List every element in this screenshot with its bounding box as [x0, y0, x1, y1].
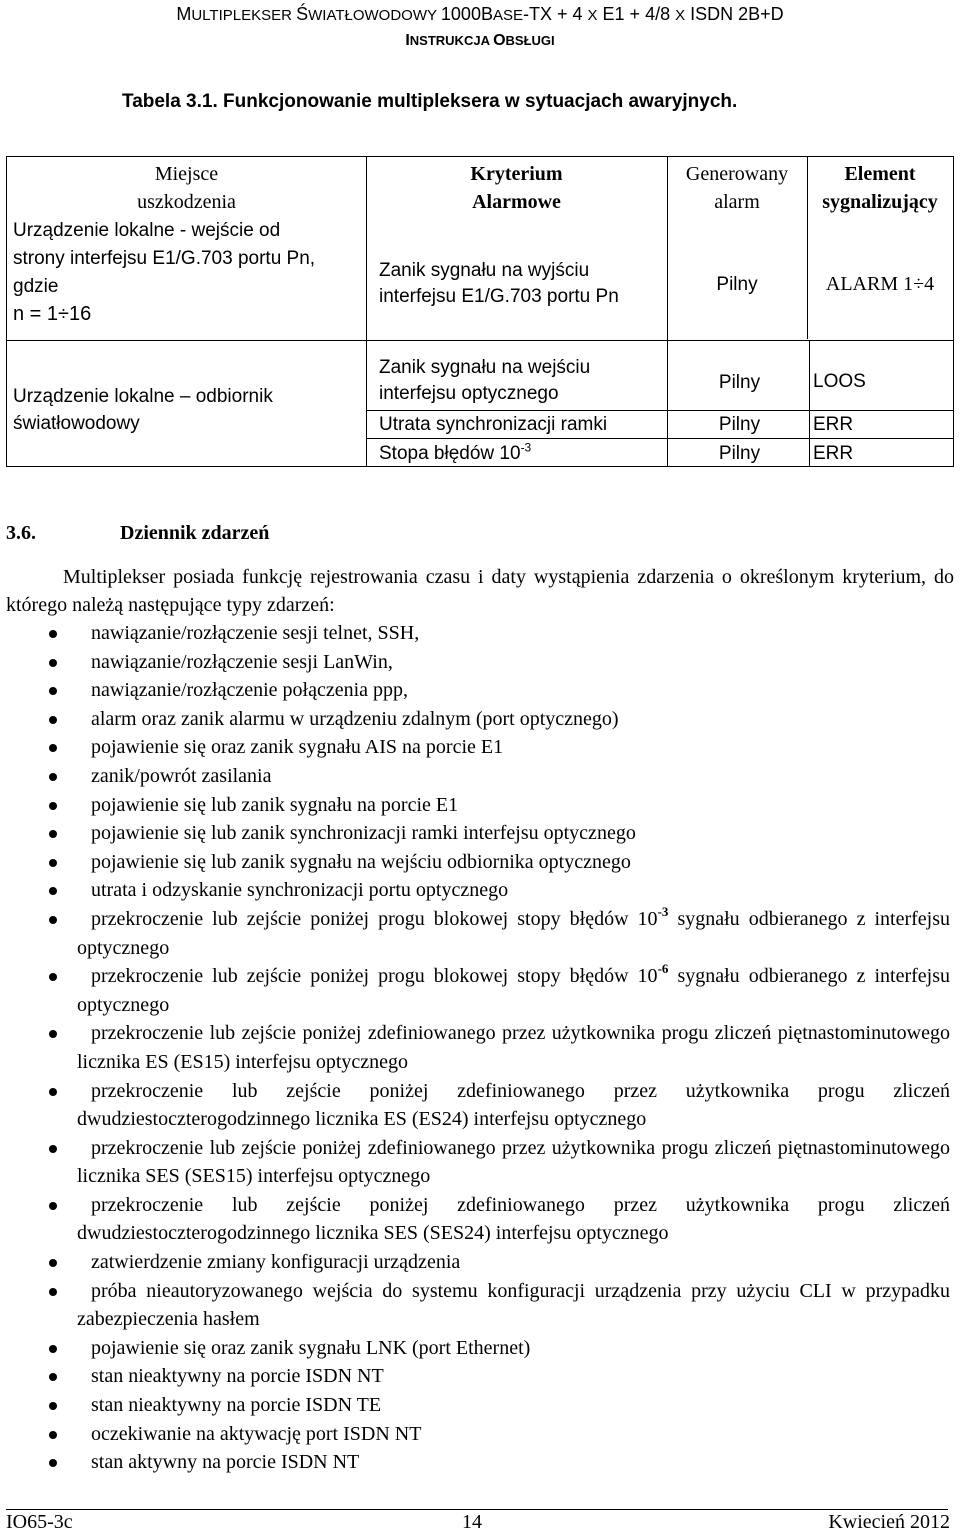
- bullet-icon: [49, 1288, 57, 1296]
- event-list-item: [0, 791, 950, 820]
- cell-line: światłowodowy: [13, 413, 140, 434]
- event-text: przekroczenie lub zejście poniżej progu blokowej stopy błędów 10: [91, 907, 658, 930]
- footer-document-code: IO65-3c: [6, 1511, 73, 1533]
- group2-row3-alarm: Pilny: [718, 443, 761, 464]
- event-list: [0, 619, 960, 1477]
- header-part: X: [587, 7, 598, 24]
- group2-row3-element: ERR: [813, 443, 854, 464]
- event-text: przekroczenie lub zejście poniżej zdefiniowanego przez użytkownika progu zliczeń piętnastominutowego licznika ES (ES15) interfejsu optycznego: [77, 1022, 950, 1073]
- event-list-item: [0, 705, 950, 734]
- event-text: oczekiwanie na aktywację port ISDN NT: [91, 1422, 422, 1445]
- header-part: ASE: [492, 7, 523, 24]
- header-part: BSŁUGI: [505, 33, 555, 48]
- event-exponent: -6: [657, 961, 669, 977]
- header-alarm: [667, 160, 807, 216]
- header-part: I: [405, 32, 410, 49]
- header-line: sygnalizujący: [822, 191, 938, 213]
- bullet-icon: [49, 1202, 57, 1210]
- event-text: nawiązanie/rozłączenie sesji LanWin,: [91, 650, 393, 673]
- event-text: stan aktywny na porcie ISDN NT: [91, 1451, 360, 1474]
- header-line: Kryterium: [470, 163, 563, 185]
- header-part: WIATŁOWODOWY: [308, 7, 441, 24]
- bullet-icon: [49, 1030, 57, 1038]
- cell-line: Zanik sygnału na wejściu: [379, 357, 591, 378]
- event-text: przekroczenie lub zejście poniżej zdefiniowanego przez użytkownika progu zliczeń dwudziestoczterogodzinnego licznika ES (ES24) interfejsu optycznego: [77, 1079, 950, 1131]
- table-hline: [366, 438, 953, 439]
- event-list-item: [0, 1019, 950, 1076]
- event-list-item: [0, 905, 950, 962]
- criterion-exponent: -3: [520, 440, 532, 455]
- header-element: [807, 160, 953, 216]
- event-list-item: [0, 733, 950, 762]
- section-intro: Multiplekser posiada funkcję rejestrowania czasu i daty wystąpienia zdarzenia o określonym kryterium, do którego należą następujące typy zdarzeń:: [6, 566, 954, 616]
- group2-row2-element: ERR: [813, 414, 854, 435]
- group1-alarm: Pilny: [716, 274, 758, 295]
- cell-line: Zanik sygnału na wyjściu: [379, 260, 590, 281]
- group2-row3-criterion: [379, 441, 531, 466]
- header-part: ULTIPLEKSER: [191, 7, 297, 24]
- bullet-icon: [49, 630, 57, 638]
- bullet-icon: [49, 802, 57, 810]
- header-location: [7, 160, 366, 216]
- alarm-table: [6, 156, 954, 467]
- event-list-item: [0, 876, 950, 905]
- bullet-icon: [49, 916, 57, 924]
- group2-row2-alarm: Pilny: [718, 414, 761, 435]
- event-list-item: [0, 1077, 950, 1134]
- event-list-item: [0, 676, 950, 705]
- event-text: pojawienie się lub zanik synchronizacji ramki interfejsu optycznego: [91, 822, 636, 845]
- document-header-subtitle: [0, 31, 960, 51]
- bullet-icon: [49, 716, 57, 724]
- event-text: pojawienie się lub zanik sygnału na wejściu odbiornika optycznego: [91, 850, 631, 873]
- bullet-icon: [49, 1088, 57, 1096]
- header-line: alarm: [714, 191, 760, 213]
- event-list-item: [0, 1362, 950, 1391]
- group1-criterion: [379, 258, 664, 310]
- cell-line: Urządzenie lokalne - wejście od: [13, 220, 281, 241]
- event-list-item: [0, 1134, 950, 1191]
- event-list-item: [0, 848, 950, 877]
- header-part: X: [675, 7, 686, 24]
- bullet-icon: [49, 1431, 57, 1439]
- event-text: przekroczenie lub zejście poniżej zdefiniowanego przez użytkownika progu zliczeń piętnastominutowego licznika SES (SES15) interfejsu optycznego: [77, 1136, 950, 1188]
- bullet-icon: [49, 744, 57, 752]
- bullet-icon: [49, 1459, 57, 1467]
- event-list-item: [0, 1191, 950, 1248]
- event-text: zatwierdzenie zmiany konfiguracji urządzenia: [91, 1251, 461, 1274]
- event-text: stan nieaktywny na porcie ISDN TE: [91, 1394, 382, 1417]
- header-line: uszkodzenia: [137, 191, 236, 213]
- event-text: zanik/powrót zasilania: [91, 764, 272, 787]
- header-part: 1000B: [440, 4, 493, 24]
- table-hline: [366, 410, 953, 411]
- header-line: Element: [844, 163, 916, 185]
- bullet-icon: [49, 830, 57, 838]
- bullet-icon: [49, 1145, 57, 1153]
- footer-date: Kwiecień 2012: [828, 1511, 950, 1533]
- bullet-icon: [49, 1345, 57, 1353]
- cell-line: Urządzenie lokalne – odbiornik: [13, 386, 273, 407]
- header-part: O: [493, 32, 506, 49]
- event-list-item: [0, 1334, 950, 1363]
- group2-location: [13, 383, 363, 437]
- footer-page-number: 14: [462, 1511, 482, 1533]
- event-text: stan nieaktywny na porcie ISDN NT: [91, 1365, 384, 1388]
- cell-line: n = 1÷16: [13, 303, 92, 325]
- event-list-item: [0, 819, 950, 848]
- cell-line: interfejsu optycznego: [379, 383, 559, 404]
- header-line: Generowany: [685, 163, 789, 185]
- document-header-title: [0, 3, 960, 27]
- bullet-icon: [49, 859, 57, 867]
- bullet-icon: [49, 687, 57, 695]
- event-text: przekroczenie lub zejście poniżej zdefiniowanego przez użytkownika progu zliczeń dwudziestoczterogodzinnego licznika SES (SES24) interfejsu optycznego: [77, 1193, 950, 1245]
- event-text: nawiązanie/rozłączenie połączenia ppp,: [91, 679, 409, 702]
- bullet-icon: [49, 1259, 57, 1267]
- table-hline: [7, 340, 953, 341]
- event-list-item: [0, 648, 950, 677]
- event-list-item: [0, 962, 950, 1019]
- bullet-icon: [49, 659, 57, 667]
- group2-row2-criterion: Utrata synchronizacji ramki: [379, 414, 608, 435]
- header-line: Miejsce: [154, 163, 219, 185]
- cell-line: gdzie: [13, 276, 59, 297]
- event-text: przekroczenie lub zejście poniżej progu blokowej stopy błędów 10: [91, 965, 658, 988]
- group2-row1-element: LOOS: [813, 371, 866, 392]
- bullet-icon: [49, 887, 57, 895]
- cell-line: interfejsu E1/G.703 portu Pn: [379, 286, 619, 307]
- event-text-continued: sygnału odbieranego z interfejsu optycznego: [77, 965, 951, 1016]
- group2-row1-alarm: Pilny: [718, 372, 761, 393]
- header-part: ISDN 2B+D: [685, 4, 784, 24]
- header-line: Alarmowe: [472, 191, 561, 213]
- header-criterion: [366, 160, 667, 216]
- bullet-icon: [49, 773, 57, 781]
- event-text: próba nieautoryzowanego wejścia do systemu konfiguracji urządzenia przy użyciu CLI w przypadku zabezpieczenia hasłem: [77, 1279, 950, 1331]
- event-text: nawiązanie/rozłączenie sesji telnet, SSH,: [91, 622, 420, 644]
- event-list-item: [0, 619, 950, 648]
- event-text: pojawienie się oraz zanik sygnału AIS na porcie E1: [91, 736, 504, 759]
- event-text: utrata i odzyskanie synchronizacji portu optycznego: [91, 879, 509, 902]
- bullet-icon: [49, 1373, 57, 1381]
- header-part: Ś: [296, 4, 309, 24]
- bullet-icon: [49, 1402, 57, 1410]
- group2-row1-criterion: [379, 355, 664, 407]
- event-list-item: [0, 1248, 950, 1277]
- event-text: alarm oraz zanik alarmu w urządzeniu zdalnym (port optycznego): [91, 707, 619, 730]
- event-list-item: [0, 1277, 950, 1334]
- table-caption: Tabela 3.1. Funkcjonowanie multipleksera w sytuacjach awaryjnych.: [122, 91, 738, 112]
- event-list-item: [0, 1391, 950, 1420]
- section-number: 3.6.: [6, 522, 36, 544]
- criterion-base: Stopa błędów 10: [379, 443, 521, 464]
- event-text: pojawienie się oraz zanik sygnału LNK (port Ethernet): [91, 1336, 531, 1359]
- header-part: E1 + 4/8: [597, 4, 676, 24]
- bullet-icon: [49, 973, 57, 981]
- event-list-item: [0, 1420, 950, 1449]
- event-text: pojawienie się lub zanik sygnału na porcie E1: [91, 793, 459, 816]
- group1-location: [13, 217, 363, 328]
- header-part: M: [176, 4, 192, 24]
- header-part: NSTRUKCJA: [409, 33, 494, 48]
- group1-element: ALARM 1÷4: [825, 273, 935, 295]
- header-part: -TX + 4: [522, 4, 588, 24]
- event-list-item: [0, 762, 950, 791]
- footer-divider: [6, 1509, 948, 1510]
- event-exponent: -3: [657, 903, 669, 919]
- cell-line: strony interfejsu E1/G.703 portu Pn,: [13, 248, 316, 269]
- event-text-continued: sygnału odbieranego z interfejsu optycznego: [77, 907, 951, 959]
- event-list-item: [0, 1448, 950, 1477]
- section-title: Dziennik zdarzeń: [120, 522, 270, 544]
